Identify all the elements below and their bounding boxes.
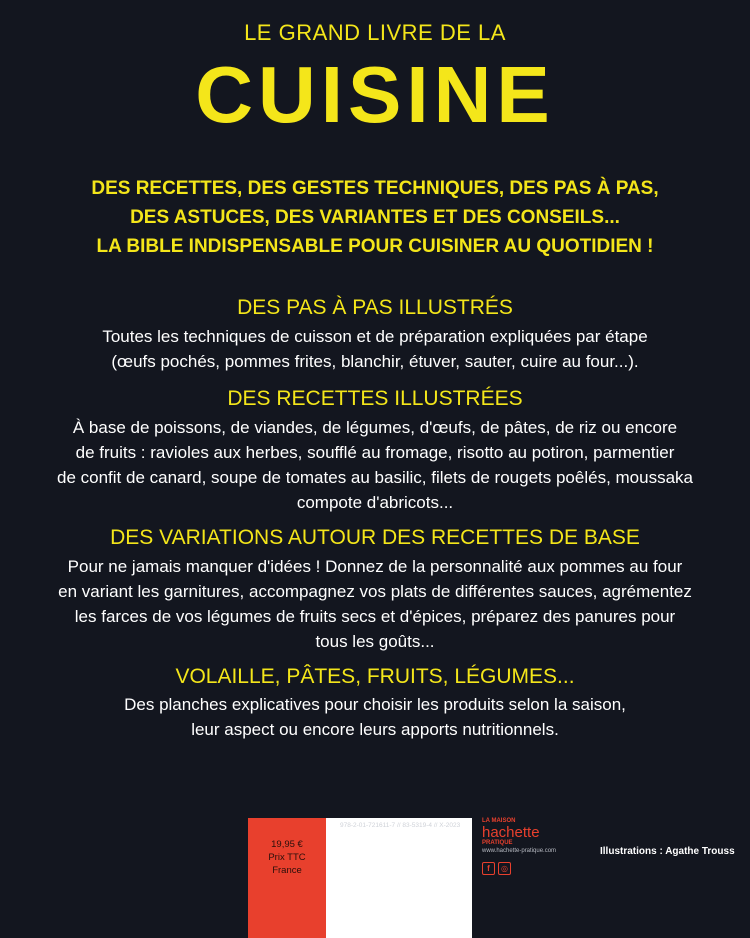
section-line: leur aspect ou encore leurs apports nutritionnels. (191, 720, 559, 739)
section-line: tous les goûts... (315, 632, 435, 651)
section-line: À base de poissons, de viandes, de légumes, d'œufs, de pâtes, de riz ou encore (72, 418, 678, 437)
section-line: Toutes les techniques de cuisson et de préparation expliquées par étape (102, 327, 648, 346)
section-line: en variant les garnitures, accompagnez vos plats de différentes sauces, agrémentez (58, 582, 692, 601)
publisher-logo (482, 818, 556, 856)
price-value: 19,95 € (271, 839, 303, 850)
intro-line: LA BIBLE INDISPENSABLE POUR CUISINER AU QUOTIDIEN ! (96, 236, 654, 257)
publisher-tagline: LA MAISON (482, 818, 516, 824)
isbn-text: 978-2-01-721611-7 // 83-5319-4 // X-2023 (340, 822, 461, 829)
section-heading-recipes: DES RECETTES ILLUSTRÉES (227, 387, 523, 410)
social-icons (482, 862, 511, 875)
section-heading-variations: DES VARIATIONS AUTOUR DES RECETTES DE BASE (110, 526, 640, 549)
section-line: compote d'abricots... (296, 493, 454, 512)
facebook-icon[interactable]: f (482, 862, 495, 875)
intro-blurb (0, 174, 750, 261)
section-line: de fruits : ravioles aux herbes, soufflé au fromage, risotto au potiron, parmentier (75, 443, 675, 462)
illustrations-credit: Illustrations : Agathe Trouss (600, 846, 735, 857)
section-line: de confit de canard, soupe de tomates au basilic, filets de rougets poêlés, moussaka (57, 468, 693, 487)
price-label: Prix TTC (268, 852, 306, 863)
section-body-recipes (0, 415, 750, 515)
instagram-icon[interactable]: ◎ (498, 862, 511, 875)
publisher-sub: PRATIQUE (482, 840, 513, 846)
intro-line: DES ASTUCES, DES VARIANTES ET DES CONSEILS... (130, 207, 620, 228)
section-line: Pour ne jamais manquer d'idées ! Donnez de la personnalité aux pommes au four (67, 557, 683, 576)
price-country: France (272, 865, 302, 876)
price-box (248, 818, 326, 938)
section-line: Des planches explicatives pour choisir les produits selon la saison, (124, 695, 626, 714)
section-body-variations (0, 554, 750, 654)
book-title: CUISINE (195, 50, 555, 139)
section-heading-ingredients: VOLAILLE, PÂTES, FRUITS, LÉGUMES... (175, 665, 575, 688)
section-line: (œufs pochés, pommes frites, blanchir, étuver, sauter, cuire au four...). (111, 352, 639, 371)
barcode-area (326, 818, 472, 938)
publisher-brand: hachette (482, 824, 540, 841)
intro-line: DES RECETTES, DES GESTES TECHNIQUES, DES PAS À PAS, (91, 178, 659, 199)
section-heading-steps: DES PAS À PAS ILLUSTRÉS (237, 296, 513, 319)
section-body-steps (0, 324, 750, 374)
section-body-ingredients (0, 692, 750, 742)
publisher-url: www.hachette-pratique.com (482, 848, 557, 854)
section-line: les farces de vos légumes de fruits secs et d'épices, préparez des panures pour (74, 607, 676, 626)
book-supertitle: LE GRAND LIVRE DE LA (244, 20, 506, 45)
